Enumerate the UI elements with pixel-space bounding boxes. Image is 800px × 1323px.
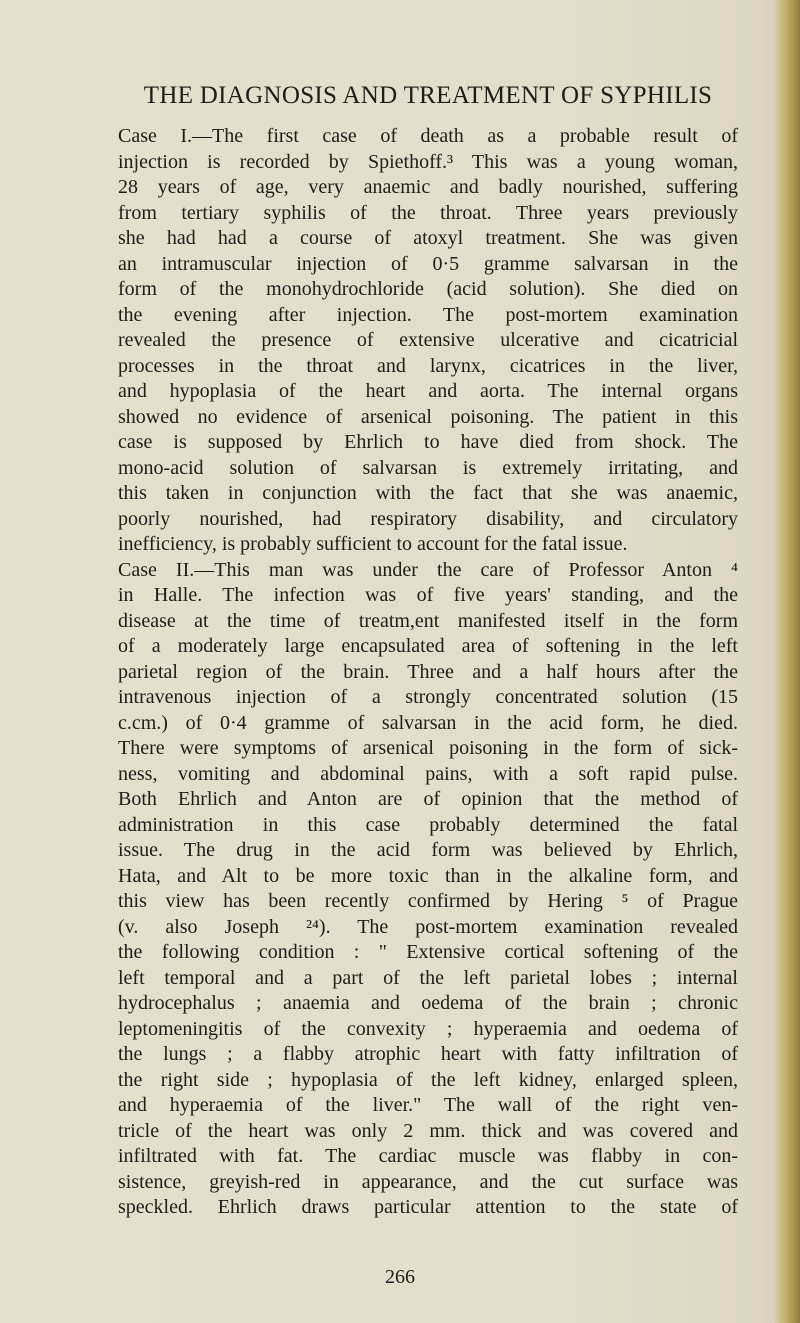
- text-line: mono-acid solution of salvarsan is extremely irritating, and: [118, 456, 738, 479]
- body-text: [118, 124, 738, 1221]
- text-line: Both Ehrlich and Anton are of opinion that the method of: [118, 788, 738, 810]
- text-line: tricle of the heart was only 2 mm. thick and was covered and: [118, 1119, 738, 1142]
- text-line: the following condition : " Extensive cortical softening of the: [118, 941, 738, 963]
- text-line: There were symptoms of arsenical poisoning in the form of sick-: [118, 737, 738, 759]
- text-line: the lungs ; a flabby atrophic heart with fatty infiltration of: [118, 1043, 738, 1065]
- text-line: the right side ; hypoplasia of the left kidney, enlarged spleen,: [118, 1068, 738, 1091]
- text-line: Case II.—This man was under the care of Professor Anton ⁴: [118, 558, 738, 581]
- text-line: form of the monohydrochloride (acid solution). She died on: [118, 278, 738, 300]
- text-line: revealed the presence of extensive ulcerative and cicatricial: [118, 329, 738, 351]
- text-line: she had had a course of atoxyl treatment. She was given: [118, 227, 738, 249]
- text-line: issue. The drug in the acid form was believed by Ehrlich,: [118, 839, 738, 861]
- text-line: inefficiency, is probably sufficient to account for the fatal issue.: [118, 533, 628, 555]
- text-line: of a moderately large encapsulated area of softening in the left: [118, 635, 738, 657]
- text-line: the evening after injection. The post-mortem examination: [118, 303, 738, 326]
- text-line: and hypoplasia of the heart and aorta. The internal organs: [118, 380, 738, 402]
- text-line: Case I.—The first case of death as a probable result of: [118, 125, 738, 147]
- text-line: infiltrated with fat. The cardiac muscle was flabby in con-: [118, 1145, 738, 1167]
- running-head: THE DIAGNOSIS AND TREATMENT OF SYPHILIS: [143, 82, 713, 109]
- text-line: (v. also Joseph ²⁴). The post-mortem examination revealed: [118, 915, 738, 938]
- text-line: left temporal and a part of the left parietal lobes ; internal: [118, 966, 738, 989]
- page-number: 266: [385, 1266, 415, 1288]
- text-line: 28 years of age, very anaemic and badly nourished, suffering: [118, 176, 738, 198]
- page-edge: [774, 0, 800, 1323]
- text-line: c.cm.) of 0·4 gramme of salvarsan in the acid form, he died.: [118, 711, 738, 734]
- text-line: speckled. Ehrlich draws particular attention to the state of: [118, 1196, 738, 1218]
- text-line: sistence, greyish-red in appearance, and the cut surface was: [118, 1170, 738, 1193]
- text-line: parietal region of the brain. Three and a half hours after the: [118, 660, 738, 683]
- text-line: disease at the time of treatm,ent manifested itself in the form: [118, 609, 738, 632]
- text-line: an intramuscular injection of 0·5 gramme salvarsan in the: [118, 252, 738, 275]
- text-line: intravenous injection of a strongly concentrated solution (15: [118, 686, 738, 708]
- text-line: Hata, and Alt to be more toxic than in the alkaline form, and: [118, 864, 738, 887]
- text-line: poorly nourished, had respiratory disability, and circulatory: [118, 507, 738, 530]
- text-line: case is supposed by Ehrlich to have died from shock. The: [118, 431, 738, 453]
- text-line: and hyperaemia of the liver." The wall of the right ven-: [118, 1094, 738, 1116]
- text-line: this view has been recently confirmed by Hering ⁵ of Prague: [118, 890, 738, 912]
- text-line: from tertiary syphilis of the throat. Three years previously: [118, 201, 738, 224]
- text-line: leptomeningitis of the convexity ; hyperaemia and oedema of: [118, 1017, 738, 1040]
- text-line: hydrocephalus ; anaemia and oedema of the brain ; chronic: [118, 992, 738, 1014]
- text-line: this taken in conjunction with the fact that she was anaemic,: [118, 482, 738, 504]
- text-line: injection is recorded by Spiethoff.³ This was a young woman,: [118, 150, 738, 173]
- text-line: showed no evidence of arsenical poisoning. The patient in this: [118, 405, 738, 428]
- text-line: administration in this case probably determined the fatal: [118, 813, 738, 836]
- text-line: in Halle. The infection was of five years' standing, and the: [118, 584, 738, 606]
- text-line: ness, vomiting and abdominal pains, with a soft rapid pulse.: [118, 762, 738, 785]
- text-line: processes in the throat and larynx, cicatrices in the liver,: [118, 354, 738, 377]
